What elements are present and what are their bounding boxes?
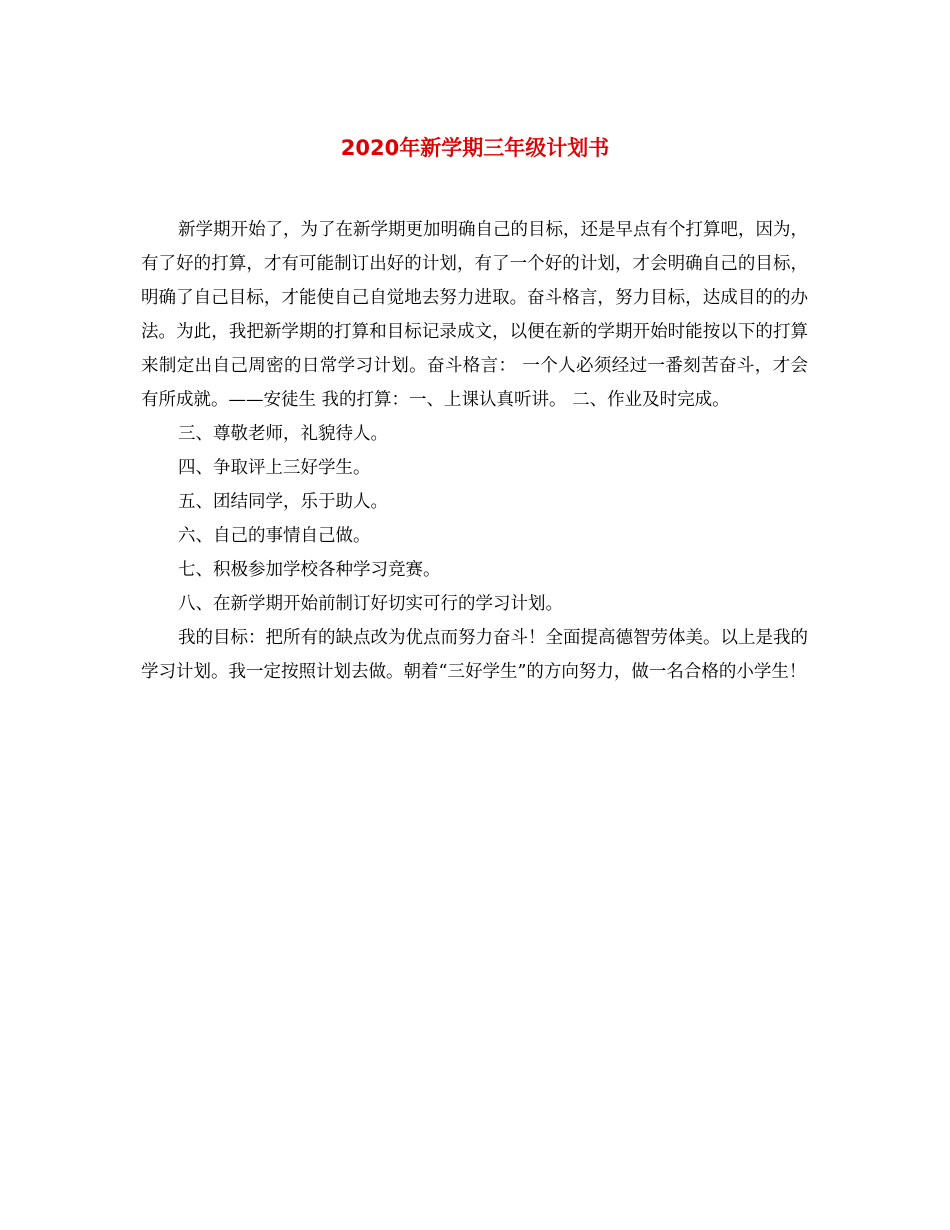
paragraph-item-5: 五、团结同学，乐于助人。 (178, 492, 388, 512)
paragraph-item-8: 八、在新学期开始前制订好切实可行的学习计划。 (178, 594, 563, 614)
paragraph-item-4: 四、争取评上三好学生。 (178, 458, 371, 478)
paragraph-goal: 我的目标：把所有的缺点改为优点而努力奋斗！全面提高德智劳体美。以上是我的学习计划。我一定按照计划去做。朝着“三好学生”的方向努力，做一名合格的小学生！ (141, 628, 808, 682)
paragraph-item-7: 七、积极参加学校各种学习竞赛。 (178, 560, 441, 580)
paragraph-intro: 新学期开始了，为了在新学期更加明确自己的目标，还是早点有个打算吧，因为，有了好的打算，才有可能制订出好的计划，有了一个好的计划，才会明确自己的目标，明确了自己目标，才能使自己自觉地去努力进取。奋斗格言，努力目标，达成目的的办法。为此，我把新学期的打算和目标记录成文，以便在新的学期开始时能按以下的打算来制定出自己周密的日常学习计划。奋斗格言： 一个人必须经过一番刻苦奋斗，才会有所成就。——安徒生 我的打算：一、上课认真听讲。 二、作业及时完成。 (141, 220, 808, 410)
document-body (141, 213, 808, 689)
paragraph-item-3: 三、尊敬老师，礼貌待人。 (178, 424, 388, 444)
document-title: 2020年新学期三年级计划书 (340, 136, 610, 160)
paragraph-item-6: 六、自己的事情自己做。 (178, 526, 371, 546)
